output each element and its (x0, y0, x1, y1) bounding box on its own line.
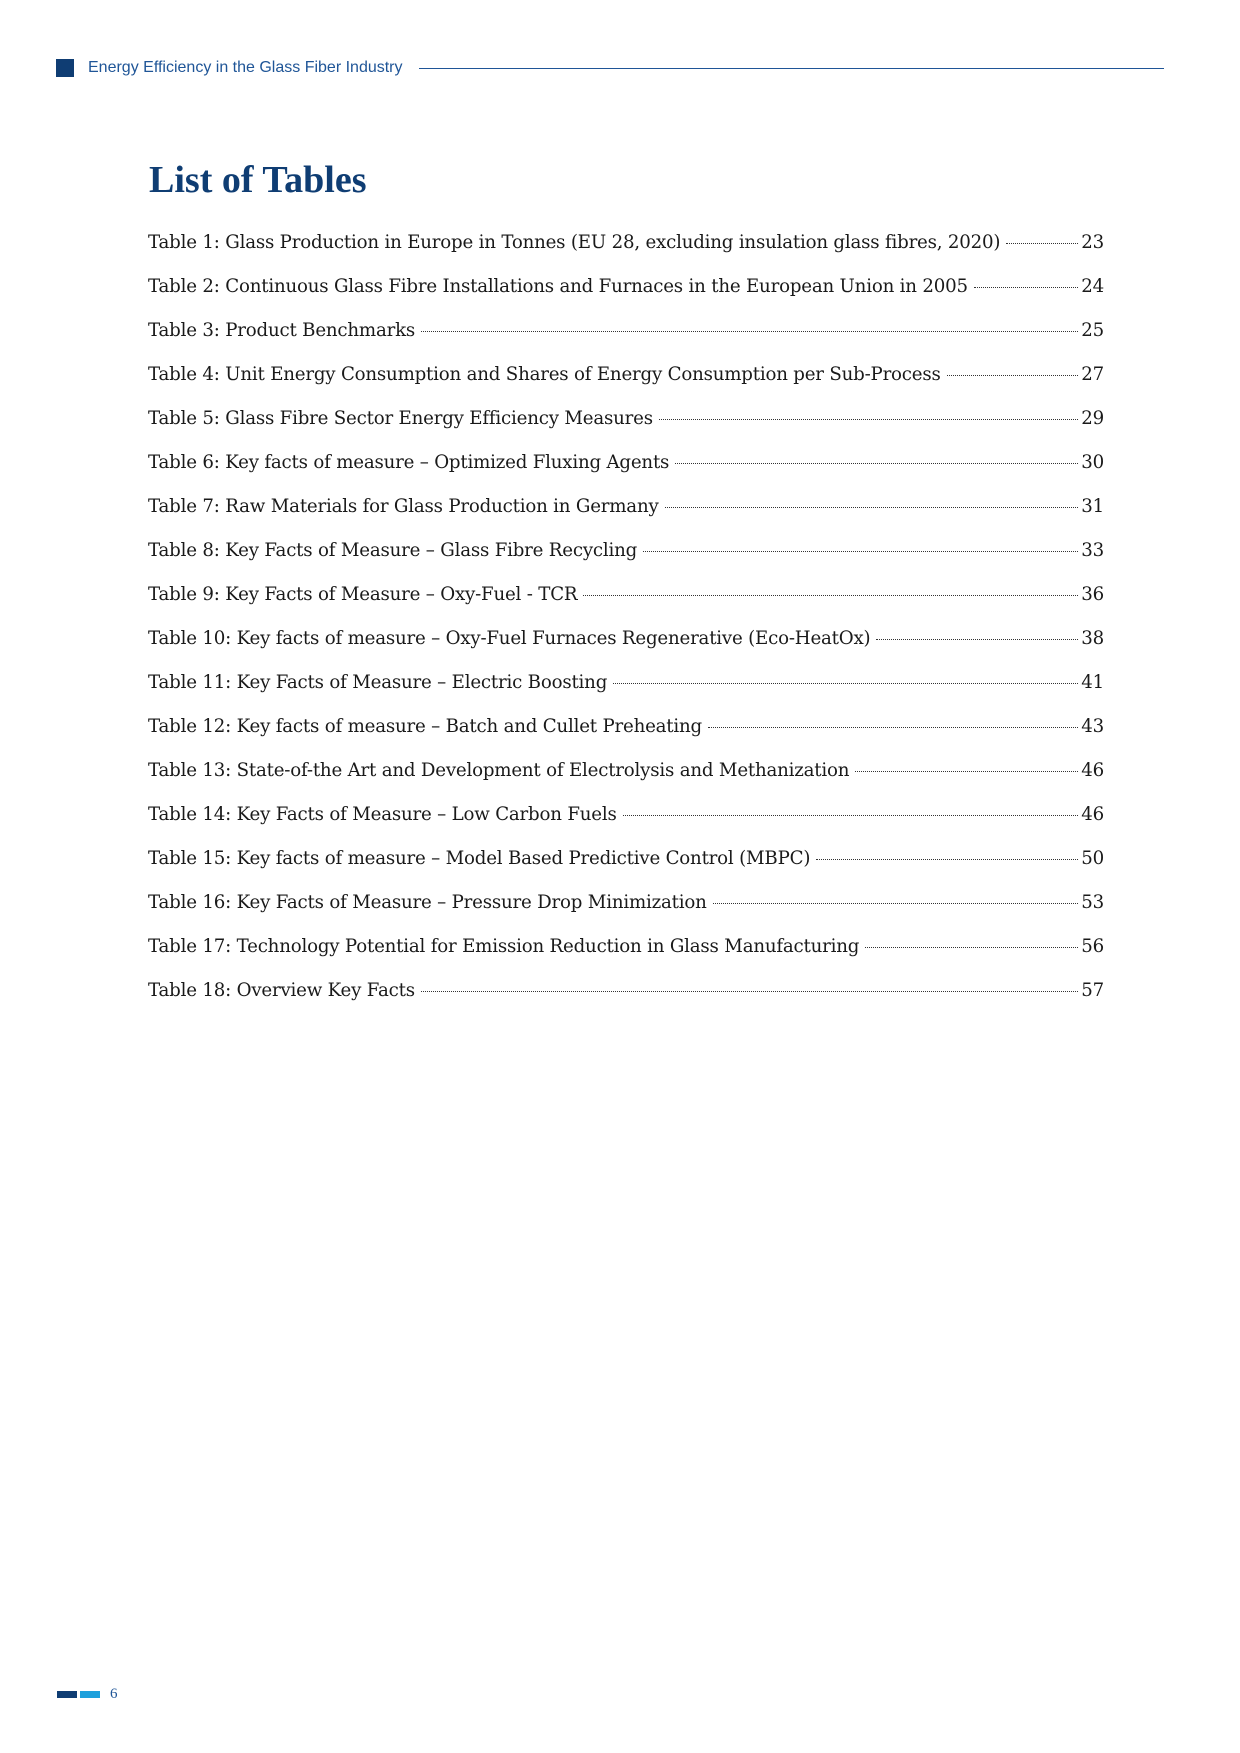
dot-leader (947, 375, 1079, 376)
dot-leader (623, 815, 1079, 816)
toc-entry-page: 57 (1081, 980, 1104, 1001)
toc-entry-page: 30 (1081, 452, 1104, 473)
toc-entry-label: Table 15: Key facts of measure – Model Based Predictive Control (MBPC) (148, 848, 811, 869)
toc-entry-label: Table 7: Raw Materials for Glass Production in Germany (148, 496, 659, 517)
toc-entry[interactable] (148, 804, 1104, 848)
toc-entry-label: Table 2: Continuous Glass Fibre Installations and Furnaces in the European Union in 2005 (148, 276, 968, 297)
header-title: Energy Efficiency in the Glass Fiber Industry (88, 59, 403, 76)
page-number: 6 (110, 1685, 118, 1702)
toc-entry[interactable] (148, 232, 1104, 276)
footer-bar-dark (57, 1691, 77, 1698)
toc-entry-page: 36 (1081, 584, 1104, 605)
toc-entry-page: 53 (1081, 892, 1104, 913)
toc-entry-page: 31 (1081, 496, 1104, 517)
toc-entry-page: 56 (1081, 936, 1104, 957)
dot-leader (643, 551, 1078, 552)
toc-entry-label: Table 12: Key facts of measure – Batch and Cullet Preheating (148, 716, 702, 737)
toc-entry-page: 24 (1081, 276, 1104, 297)
toc-entry-label: Table 1: Glass Production in Europe in Tonnes (EU 28, excluding insulation glass fibres, 2020) (148, 232, 1001, 253)
header-square-marker (56, 59, 74, 77)
toc-entry-page: 38 (1081, 628, 1104, 649)
toc-entry-page: 50 (1081, 848, 1104, 869)
toc-entry-label: Table 13: State-of-the Art and Development of Electrolysis and Methanization (148, 760, 850, 781)
toc-entry-label: Table 4: Unit Energy Consumption and Shares of Energy Consumption per Sub-Process (148, 364, 941, 385)
toc-entry[interactable] (148, 936, 1104, 980)
toc-entry[interactable] (148, 452, 1104, 496)
running-header (56, 56, 1164, 80)
toc-entry[interactable] (148, 672, 1104, 716)
toc-entry-page: 46 (1081, 760, 1104, 781)
toc-entry-label: Table 18: Overview Key Facts (148, 980, 415, 1001)
dot-leader (865, 947, 1078, 948)
page-footer (57, 1686, 118, 1702)
toc-entry-label: Table 9: Key Facts of Measure – Oxy-Fuel - TCR (148, 584, 578, 605)
list-of-tables (148, 232, 1104, 1024)
toc-entry-label: Table 16: Key Facts of Measure – Pressure Drop Minimization (148, 892, 707, 913)
toc-entry[interactable] (148, 496, 1104, 540)
toc-entry[interactable] (148, 584, 1104, 628)
toc-entry[interactable] (148, 276, 1104, 320)
dot-leader (974, 287, 1078, 288)
toc-entry-label: Table 8: Key Facts of Measure – Glass Fibre Recycling (148, 540, 638, 561)
toc-entry-page: 27 (1081, 364, 1104, 385)
dot-leader (613, 683, 1078, 684)
page-title: List of Tables (149, 159, 367, 201)
toc-entry-page: 33 (1081, 540, 1104, 561)
toc-entry[interactable] (148, 760, 1104, 804)
toc-entry-label: Table 11: Key Facts of Measure – Electric Boosting (148, 672, 608, 693)
toc-entry-label: Table 6: Key facts of measure – Optimized Fluxing Agents (148, 452, 670, 473)
toc-entry-page: 23 (1081, 232, 1104, 253)
footer-bar-light (80, 1691, 100, 1698)
toc-entry[interactable] (148, 980, 1104, 1024)
toc-entry-label: Table 10: Key facts of measure – Oxy-Fuel Furnaces Regenerative (Eco-HeatOx) (148, 628, 871, 649)
toc-entry[interactable] (148, 364, 1104, 408)
toc-entry-page: 43 (1081, 716, 1104, 737)
dot-leader (665, 507, 1079, 508)
dot-leader (659, 419, 1078, 420)
toc-entry[interactable] (148, 320, 1104, 364)
toc-entry-page: 25 (1081, 320, 1104, 341)
dot-leader (876, 639, 1078, 640)
toc-entry-label: Table 3: Product Benchmarks (148, 320, 416, 341)
toc-entry[interactable] (148, 628, 1104, 672)
toc-entry[interactable] (148, 892, 1104, 936)
toc-entry[interactable] (148, 848, 1104, 892)
toc-entry[interactable] (148, 716, 1104, 760)
toc-entry[interactable] (148, 408, 1104, 452)
dot-leader (855, 771, 1078, 772)
toc-entry-label: Table 5: Glass Fibre Sector Energy Efficiency Measures (148, 408, 653, 429)
dot-leader (1006, 243, 1078, 244)
toc-entry-page: 29 (1081, 408, 1104, 429)
toc-entry[interactable] (148, 540, 1104, 584)
dot-leader (713, 903, 1079, 904)
toc-entry-page: 41 (1081, 672, 1104, 693)
toc-entry-page: 46 (1081, 804, 1104, 825)
toc-entry-label: Table 14: Key Facts of Measure – Low Carbon Fuels (148, 804, 617, 825)
dot-leader (708, 727, 1078, 728)
dot-leader (583, 595, 1078, 596)
dot-leader (421, 331, 1078, 332)
dot-leader (675, 463, 1078, 464)
dot-leader (421, 991, 1078, 992)
dot-leader (816, 859, 1078, 860)
header-rule (419, 68, 1164, 69)
toc-entry-label: Table 17: Technology Potential for Emission Reduction in Glass Manufacturing (148, 936, 860, 957)
